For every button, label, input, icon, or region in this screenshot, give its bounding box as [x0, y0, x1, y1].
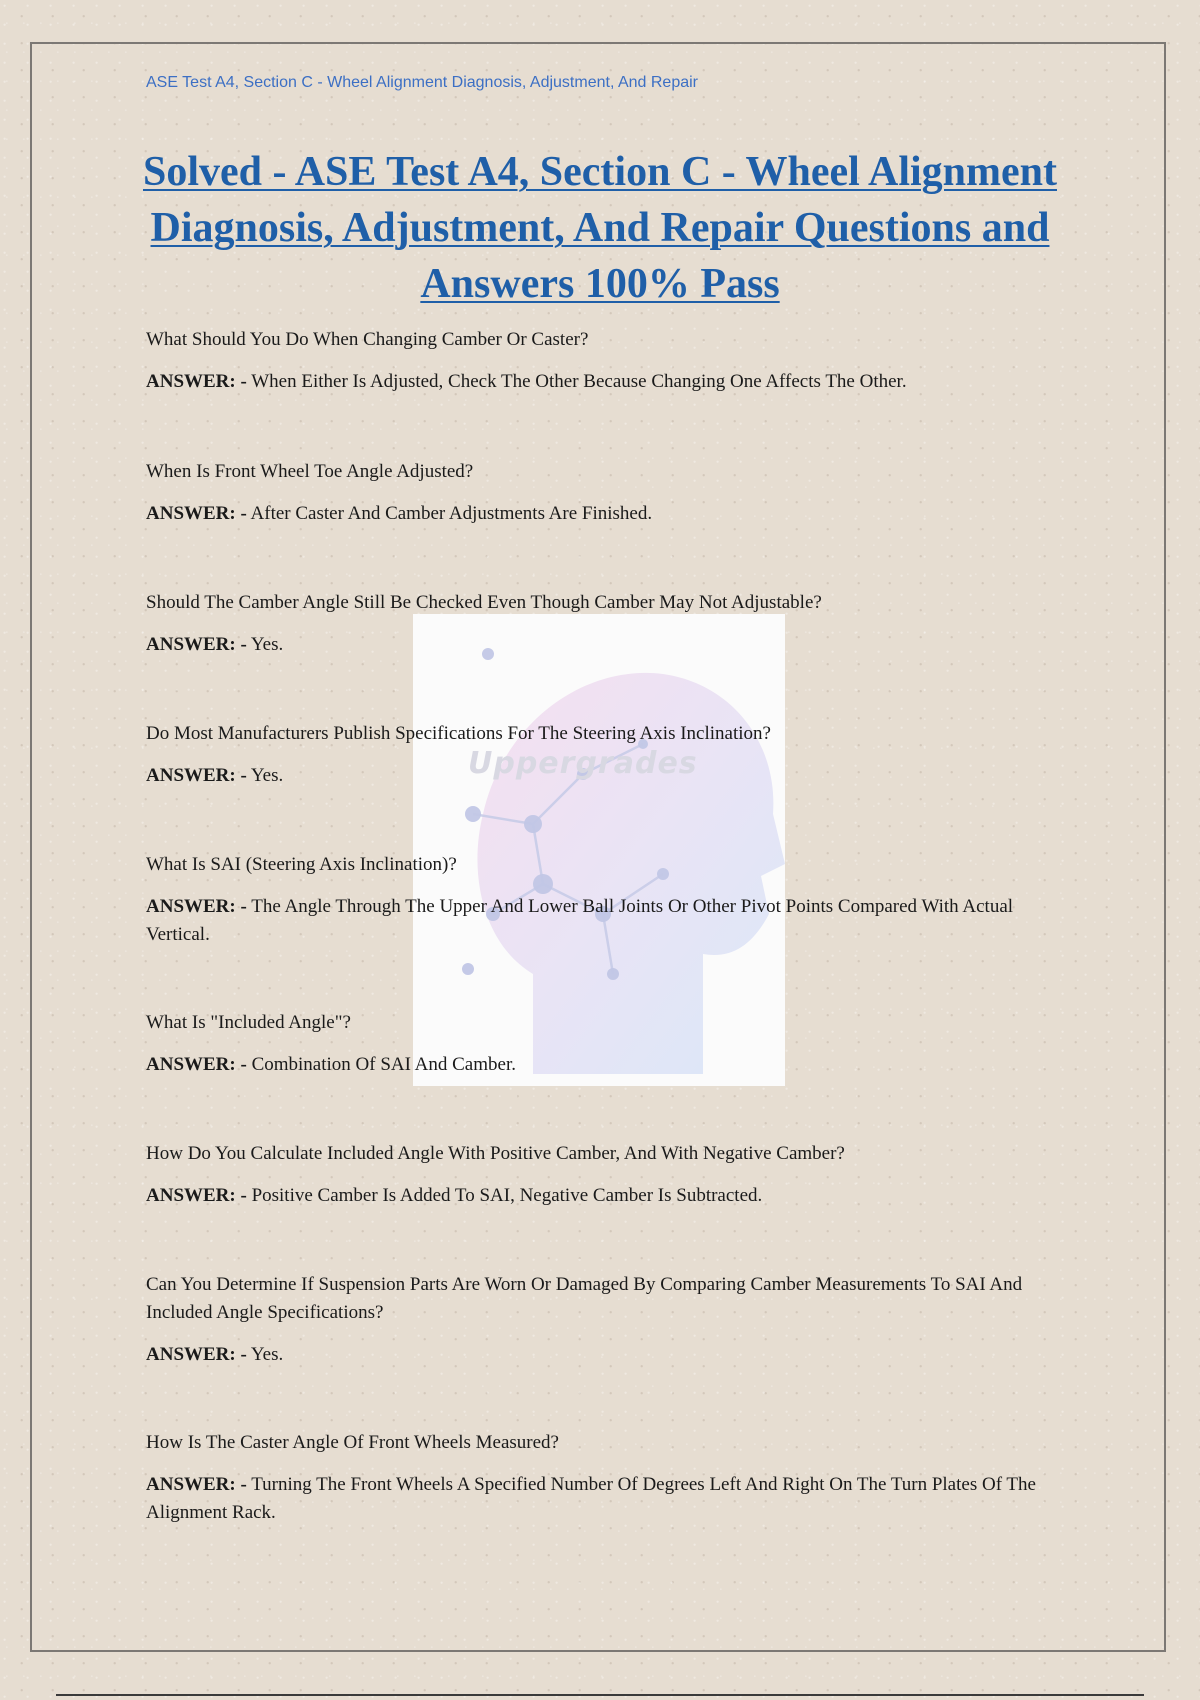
question-text: When Is Front Wheel Toe Angle Adjusted?: [146, 461, 474, 482]
answer-body: Turning The Front Wheels A Specified Number Of Degrees Left And Right On The Turn Plates Of The Alignment Rack.: [146, 1474, 1036, 1523]
answer-body: Yes.: [250, 634, 284, 655]
qa-item: [146, 458, 1056, 528]
answer-label: ANSWER: -: [146, 896, 247, 917]
footer-rule: [56, 1694, 1144, 1696]
answer-label: ANSWER: -: [146, 1344, 247, 1365]
qa-item: [146, 1429, 1056, 1527]
qa-item: [146, 589, 1056, 659]
qa-item: [146, 326, 1056, 396]
answer-label: ANSWER: -: [146, 765, 247, 786]
answer-text: [146, 1051, 1056, 1079]
qa-item: [146, 1271, 1056, 1369]
answer-label: ANSWER: -: [146, 634, 247, 655]
question-text: How Do You Calculate Included Angle With Positive Camber, And With Negative Camber?: [146, 1143, 845, 1164]
answer-label: ANSWER: -: [146, 1185, 247, 1206]
answer-body: When Either Is Adjusted, Check The Other Because Changing One Affects The Other.: [251, 371, 907, 392]
answer-text: [146, 762, 1056, 790]
qa-item: [146, 851, 1056, 949]
answer-label: ANSWER: -: [146, 371, 247, 392]
question-text: Can You Determine If Suspension Parts Are Worn Or Damaged By Comparing Camber Measurements To SAI And Included Angle Specifications?: [146, 1274, 1023, 1323]
question-text: How Is The Caster Angle Of Front Wheels Measured?: [146, 1432, 559, 1453]
answer-label: ANSWER: -: [146, 503, 247, 524]
watermark-text: Uppergrades: [468, 746, 698, 781]
qa-item: [146, 720, 1056, 790]
answer-text: [146, 1341, 1056, 1369]
question-text: What Should You Do When Changing Camber Or Caster?: [146, 329, 589, 350]
answer-text: [146, 1471, 1056, 1527]
answer-text: [146, 500, 1056, 528]
running-header: ASE Test A4, Section C - Wheel Alignment Diagnosis, Adjustment, And Repair: [146, 74, 698, 91]
qa-item: [146, 1009, 1056, 1079]
answer-text: [146, 631, 1056, 659]
question-text: What Is "Included Angle"?: [146, 1012, 351, 1033]
question-text: Should The Camber Angle Still Be Checked Even Though Camber May Not Adjustable?: [146, 592, 822, 613]
question-text: Do Most Manufacturers Publish Specifications For The Steering Axis Inclination?: [146, 723, 771, 744]
document-title: Solved - ASE Test A4, Section C - Wheel Alignment Diagnosis, Adjustment, And Repair Questions and Answers 100% Pass: [143, 149, 1057, 307]
answer-text: [146, 368, 1056, 396]
answer-label: ANSWER: -: [146, 1474, 247, 1495]
answer-text: [146, 1182, 1056, 1210]
answer-body: Yes.: [250, 1344, 284, 1365]
qa-item: [146, 1140, 1056, 1210]
answer-body: Yes.: [250, 765, 284, 786]
answer-label: ANSWER: -: [146, 1054, 247, 1075]
answer-text: [146, 893, 1056, 949]
answer-body: The Angle Through The Upper And Lower Ball Joints Or Other Pivot Points Compared With Actual Vertical.: [146, 896, 1014, 945]
answer-body: Combination Of SAI And Camber.: [251, 1054, 516, 1075]
answer-body: Positive Camber Is Added To SAI, Negative Camber Is Subtracted.: [251, 1185, 763, 1206]
question-text: What Is SAI (Steering Axis Inclination)?: [146, 854, 457, 875]
answer-body: After Caster And Camber Adjustments Are Finished.: [250, 503, 653, 524]
